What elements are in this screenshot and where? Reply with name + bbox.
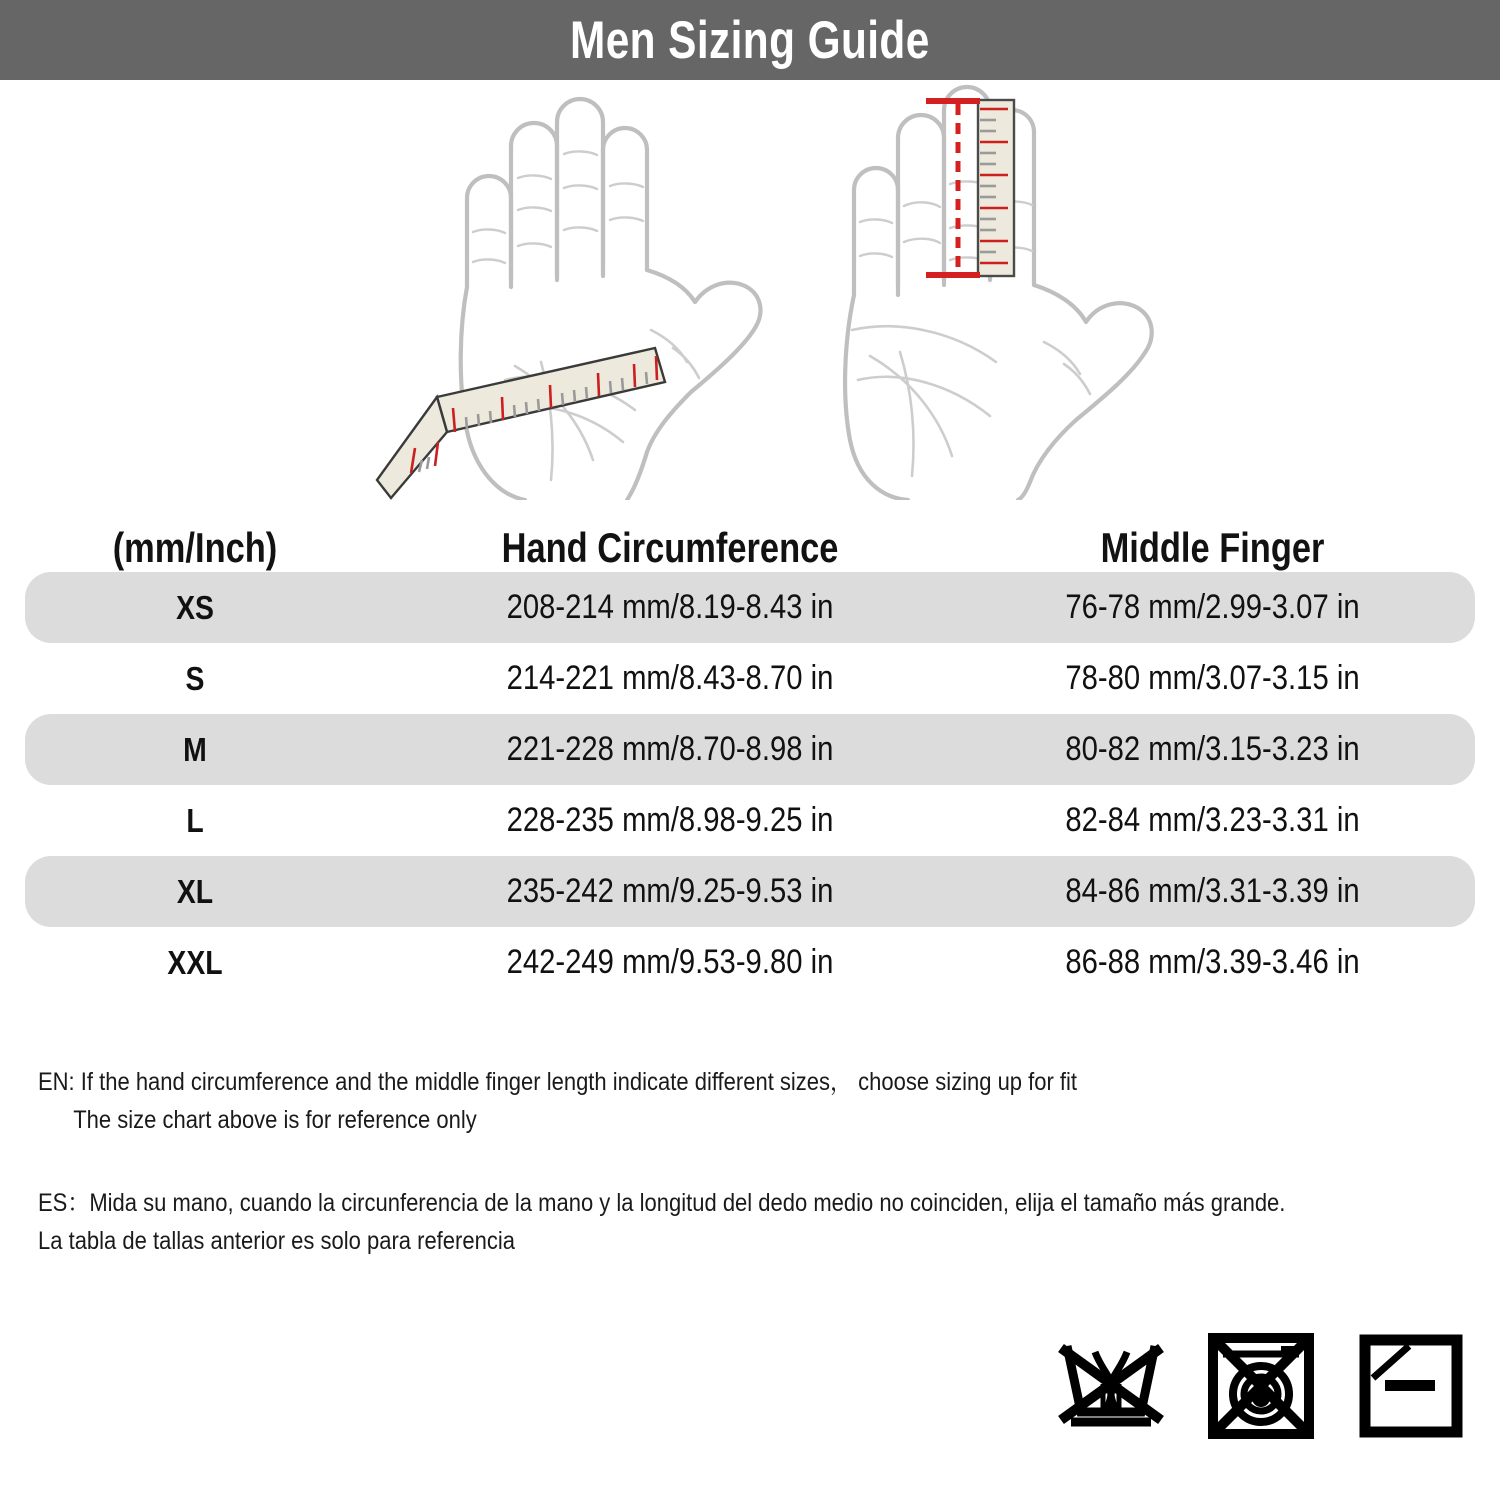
table-body [0, 572, 1500, 998]
middle-finger-illustration [800, 80, 1200, 505]
cell-hand-circumference: 221-228 mm/8.70-8.98 in [506, 730, 834, 768]
cell-middle-finger: 78-80 mm/3.07-3.15 in [1065, 659, 1360, 697]
cell-size: XS [176, 588, 214, 626]
cell-middle-finger: 84-86 mm/3.31-3.39 in [1065, 872, 1360, 910]
cell-hand-circumference: 228-235 mm/8.98-9.25 in [506, 801, 834, 839]
do-not-tumble-dry-icon [1205, 1332, 1317, 1440]
care-symbols [1055, 1332, 1467, 1440]
cell-size: S [185, 659, 205, 697]
table-row [25, 714, 1475, 785]
cell-hand-circumference: 242-249 mm/9.53-9.80 in [506, 943, 834, 981]
cell-size: M [183, 730, 207, 768]
cell-hand-circumference: 235-242 mm/9.25-9.53 in [506, 872, 834, 910]
cell-hand-circumference: 208-214 mm/8.19-8.43 in [506, 588, 834, 626]
cell-size: XXL [167, 943, 223, 981]
table-header-row [0, 502, 1500, 572]
cell-middle-finger: 86-88 mm/3.39-3.46 in [1065, 943, 1360, 981]
cell-size: L [186, 801, 204, 839]
cell-size: XL [176, 872, 214, 910]
page-header-bar [0, 0, 1500, 80]
note-es-line-1: ES：Mida su mano, cuando la circunferencia de la mano y la longitud del dedo medio no coinciden, elija el tamaño más grande. [38, 1189, 1286, 1217]
cell-middle-finger: 82-84 mm/3.23-3.31 in [1065, 801, 1360, 839]
measurement-illustrations [0, 80, 1500, 500]
table-row [25, 785, 1475, 856]
note-es-block [38, 1185, 1500, 1260]
column-header-hand-circumference: Hand Circumference [501, 524, 839, 571]
note-en-line-2: The size chart above is for reference only [73, 1105, 477, 1134]
column-header-middle-finger: Middle Finger [1100, 524, 1325, 571]
do-not-wring-icon [1055, 1332, 1167, 1440]
dry-in-shade-icon [1355, 1332, 1467, 1440]
table-row [25, 927, 1475, 998]
table-row [25, 643, 1475, 714]
note-en-line-1: EN: If the hand circumference and the middle finger length indicate different sizes， choose sizing up for fit [38, 1068, 1078, 1096]
page-title: Men Sizing Guide [570, 10, 930, 70]
cell-middle-finger: 80-82 mm/3.15-3.23 in [1065, 730, 1360, 768]
hand-circumference-illustration [355, 80, 775, 505]
cell-middle-finger: 76-78 mm/2.99-3.07 in [1065, 588, 1360, 626]
cell-hand-circumference: 214-221 mm/8.43-8.70 in [506, 659, 834, 697]
table-row [25, 856, 1475, 927]
footnotes [0, 1064, 1500, 1260]
table-row [25, 572, 1475, 643]
column-header-size: (mm/Inch) [112, 524, 278, 571]
size-chart-table [0, 502, 1500, 998]
note-es-line-2: La tabla de tallas anterior es solo para referencia [38, 1226, 515, 1255]
